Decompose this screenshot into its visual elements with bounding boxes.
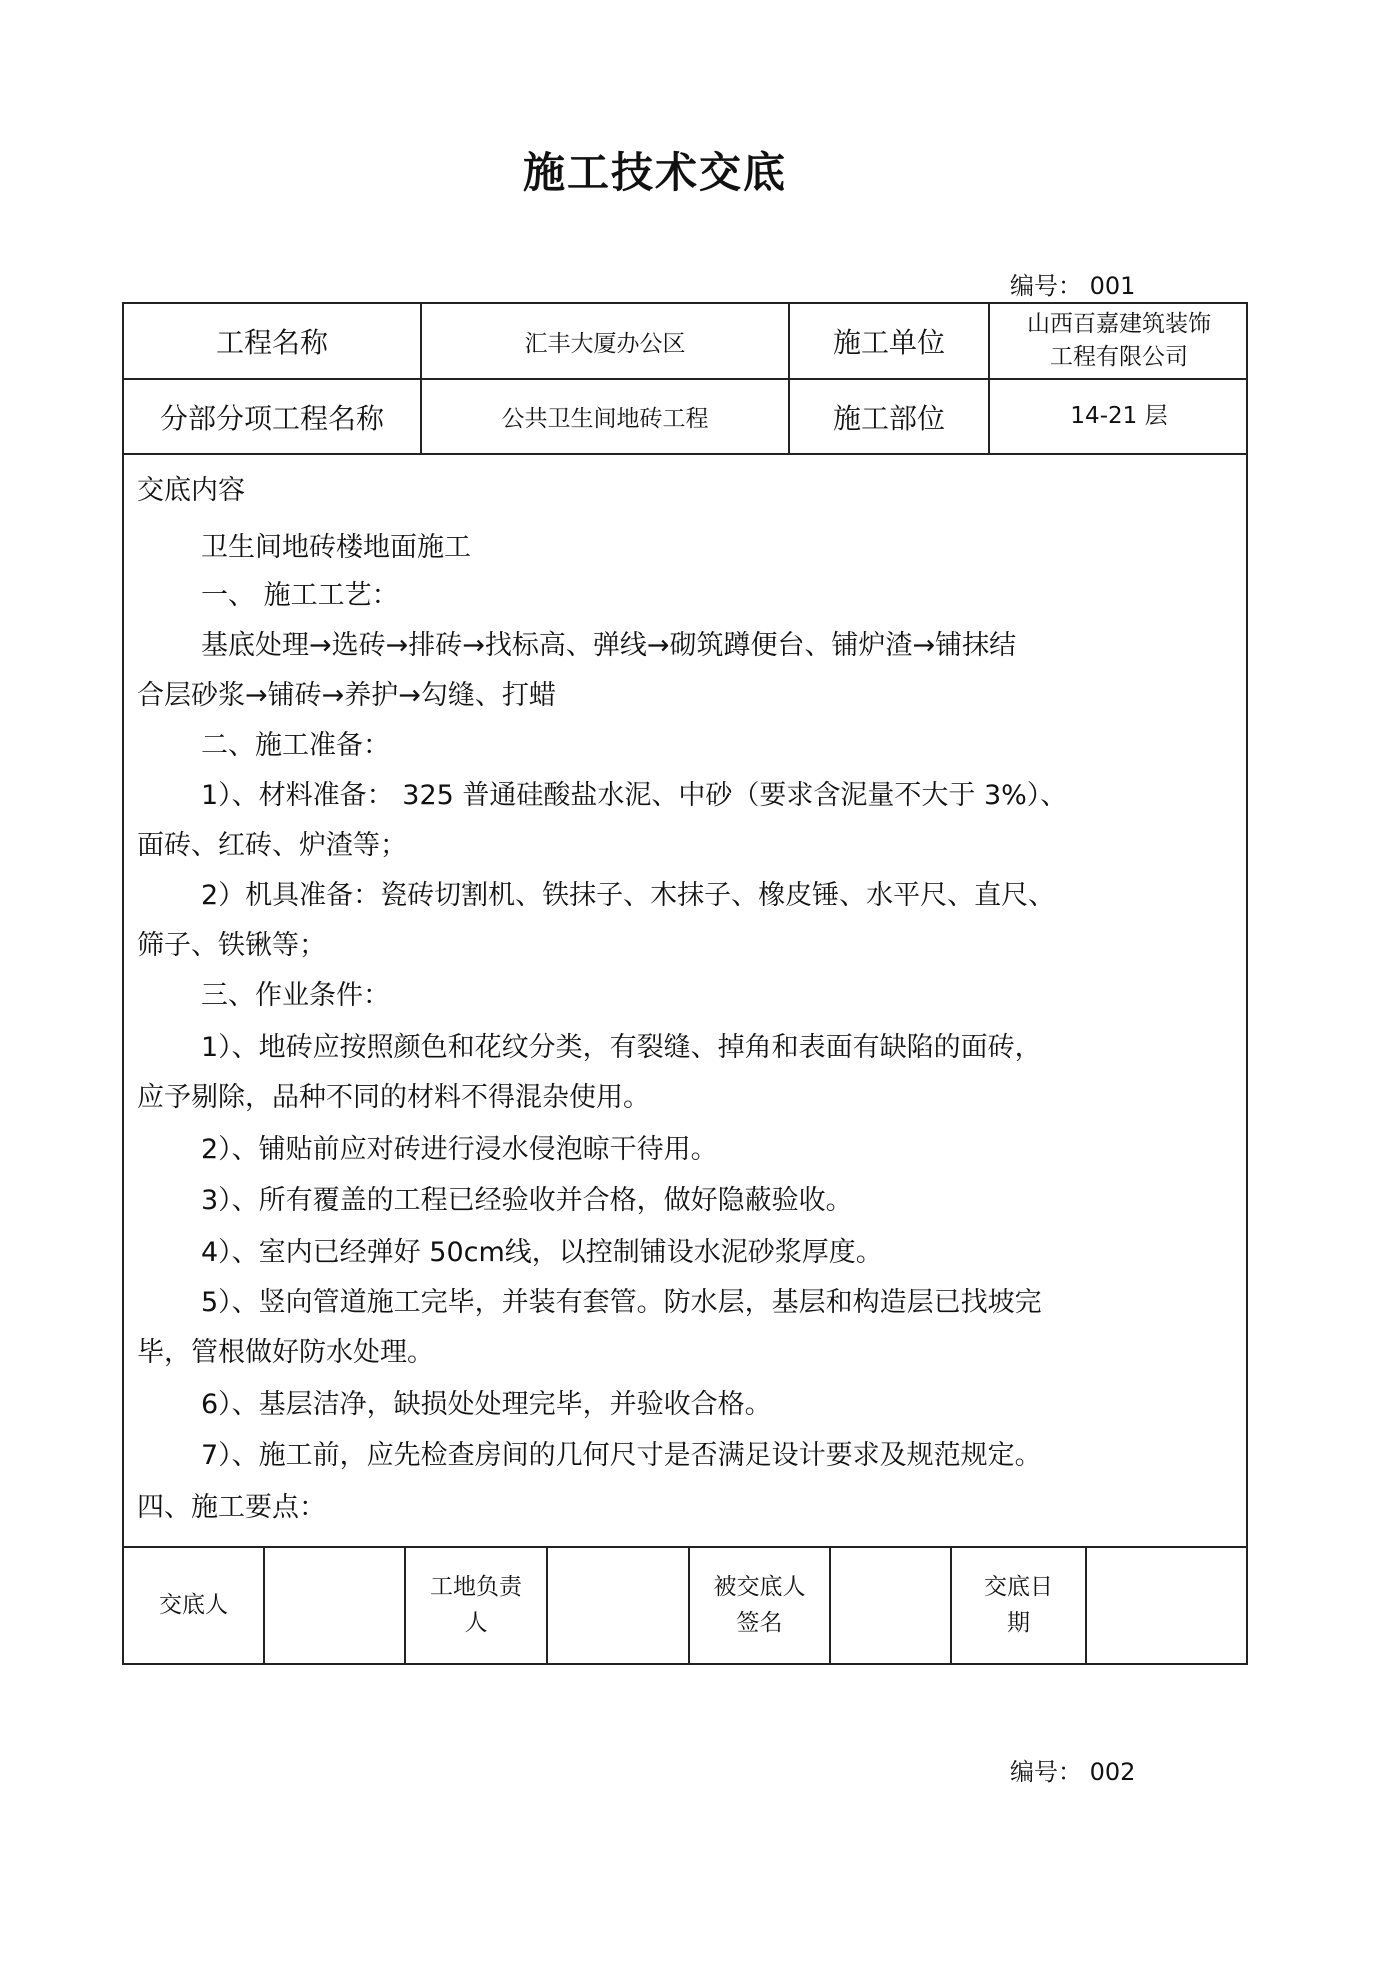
date-label — [952, 1548, 1087, 1663]
construction-unit-label: 施工单位 — [790, 304, 990, 378]
subproject-label: 分部分项工程名称 — [124, 380, 422, 453]
header-row-subproject — [124, 380, 1246, 455]
content-line: 毕，管根做好防水处理。 — [137, 1337, 434, 1368]
content-line: 面砖、红砖、炉渣等； — [137, 830, 407, 861]
discloser-label: 交底人 — [124, 1548, 265, 1663]
document-number-top: 编号： 001 — [1010, 272, 1136, 300]
construction-unit-value-line1: 山西百嘉建筑装饰 — [1027, 310, 1211, 337]
content-line: 2）、铺贴前应对砖进行浸水侵泡晾干待用。 — [201, 1134, 718, 1165]
subproject-value: 公共卫生间地砖工程 — [422, 380, 790, 453]
project-name-label: 工程名称 — [124, 304, 422, 378]
date-label-line2: 期 — [1007, 1609, 1030, 1636]
content-line: 应予剔除，品种不同的材料不得混杂使用。 — [137, 1082, 650, 1113]
content-line: 6）、基层洁净，缺损处处理完毕，并验收合格。 — [201, 1389, 772, 1420]
content-line: 5）、竖向管道施工完毕，并装有套管。防水层，基层和构造层已找坡完 — [201, 1287, 1042, 1318]
location-label: 施工部位 — [790, 380, 990, 453]
content-line: 2）机具准备：瓷砖切割机、铁抹子、木抹子、橡皮锤、水平尺、直尺、 — [201, 880, 1056, 911]
signature-row — [124, 1548, 1246, 1663]
content-line: 二、施工准备： — [201, 730, 390, 761]
content-line: 1）、地砖应按照颜色和花纹分类，有裂缝、掉角和表面有缺陷的面砖， — [201, 1032, 1042, 1063]
site-manager-label — [406, 1548, 548, 1663]
disclosure-form — [122, 302, 1248, 1665]
content-line: 三、作业条件： — [201, 980, 390, 1011]
discloser-signature-field[interactable] — [265, 1548, 406, 1663]
recipient-label-line1: 被交底人 — [713, 1573, 806, 1600]
date-label-line1: 交底日 — [984, 1573, 1053, 1600]
content-line: 7）、施工前，应先检查房间的几何尺寸是否满足设计要求及规范规定。 — [201, 1440, 1042, 1471]
content-line: 四、施工要点： — [137, 1492, 326, 1523]
location-value: 14-21 层 — [1070, 402, 1168, 429]
content-line: 卫生间地砖楼地面施工 — [201, 532, 471, 563]
recipient-label-line2: 签名 — [736, 1609, 783, 1636]
site-manager-label-line1: 工地负责 — [430, 1573, 522, 1600]
content-line: 筛子、铁锹等； — [137, 930, 326, 961]
content-line: 合层砂浆→铺砖→养护→勾缝、打蜡 — [137, 680, 556, 711]
document-title: 施工技术交底 — [522, 148, 787, 197]
content-line: 1）、材料准备： 325 普通硅酸盐水泥、中砂（要求含泥量不大于 3%）、 — [201, 780, 1068, 811]
content-line: 一、 施工工艺： — [201, 580, 399, 611]
content-line: 4）、室内已经弹好 50cm线，以控制铺设水泥砂浆厚度。 — [201, 1237, 883, 1268]
header-row-project — [124, 304, 1246, 380]
construction-unit-value — [990, 304, 1248, 378]
content-line: 基底处理→选砖→排砖→找标高、弹线→砌筑蹲便台、铺炉渣→铺抹结 — [201, 630, 1017, 661]
site-manager-signature-field[interactable] — [548, 1548, 690, 1663]
site-manager-label-line2: 人 — [464, 1609, 488, 1636]
document-number-bottom: 编号： 002 — [1010, 1758, 1136, 1786]
content-line: 3）、所有覆盖的工程已经验收并合格，做好隐蔽验收。 — [201, 1185, 853, 1216]
recipient-label — [690, 1548, 831, 1663]
construction-unit-value-line2: 工程有限公司 — [1050, 344, 1188, 370]
project-name-value: 汇丰大厦办公区 — [422, 304, 790, 378]
date-field[interactable] — [1087, 1548, 1246, 1663]
content-section-label: 交底内容 — [137, 475, 245, 506]
disclosure-content — [124, 455, 1246, 1548]
recipient-signature-field[interactable] — [831, 1548, 952, 1663]
